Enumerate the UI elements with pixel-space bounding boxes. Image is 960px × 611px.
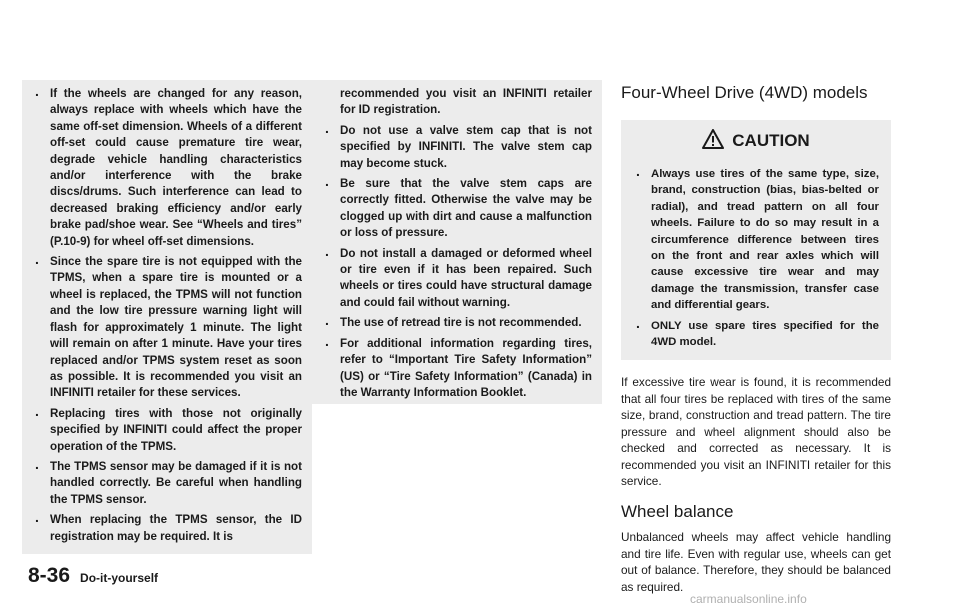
list-item: . Since the spare tire is not equipped with the TPMS, when a spare tire is mounted or a wheel is replaced, the TPMS will not function and the low tire pressure warning light will flash for approximately 1 minute. The light will remain on after 1 minute. Have your tires replaced and/or TPMS system reset as soon as possible. It is recommended you visit an INFINITI retailer for these services.: [32, 254, 302, 402]
middle-bullet-list: [322, 86, 592, 401]
wheel-balance-paragraph: Unbalanced wheels may affect vehicle handling and tire life. Even with regular use, wheels can get out of balance. Therefore, they should be balanced as required.: [621, 530, 891, 594]
middle-warning-column: [312, 80, 602, 404]
watermark: carmanualsonline.info: [690, 592, 807, 606]
warning-triangle-icon: [702, 129, 724, 154]
list-item: . Always use tires of the same type, size, brand, construction (bias, bias-belted or radial), and tread pattern on all four wheels. Failure to do so may result in a circumference difference between tires on the front and rear axles which will cause excessive tire wear and may damage the transmission, transfer case and differential gears.: [633, 166, 879, 314]
fwd-paragraph: If excessive tire wear is found, it is recommended that all four tires be replaced with tires of the same size, brand, construction and tread pattern. The tire pressure and wheel alignment should also be checked and corrected as necessary. It is recommended you visit an INFINITI retailer for this service.: [621, 375, 891, 488]
fwd-heading: Four-Wheel Drive (4WD) models: [621, 83, 868, 102]
list-item: . If the wheels are changed for any reason, always replace with wheels which have the same off-set dimension. Wheels of a different off-set could cause premature tire wear, degrade vehicle handling characteristics and/or interference with the brake discs/drums. Such interference can lead to decreased braking efficiency and/or early brake pad/shoe wear. See “Wheels and tires” (P.10-9) for wheel off-set dimensions.: [32, 86, 302, 250]
list-item: . ONLY use spare tires specified for the 4WD model.: [633, 318, 879, 351]
page-footer: [28, 564, 158, 588]
list-item: . Be sure that the valve stem caps are correctly fitted. Otherwise the valve may be clogged up with dirt and cause a malfunction or loss of pressure.: [322, 176, 592, 242]
list-item: . The use of retread tire is not recommended.: [322, 315, 592, 331]
page-number: 8-36: [28, 564, 71, 587]
section-name: Do-it-yourself: [80, 571, 159, 585]
list-item: . Replacing tires with those not originally specified by INFINITI could affect the proper operation of the TPMS.: [32, 406, 302, 455]
caution-header: [633, 128, 879, 154]
caution-bullet-list: [633, 166, 879, 350]
list-item: . When replacing the TPMS sensor, the ID registration may be required. It is: [32, 512, 302, 545]
list-item: . Do not install a damaged or deformed wheel or tire even if it has been repaired. Such wheels or tires could have structural damage and could fail without warning.: [322, 246, 592, 312]
list-item: . The TPMS sensor may be damaged if it is not handled correctly. Be careful when handling the TPMS sensor.: [32, 459, 302, 508]
left-bullet-list: [32, 86, 302, 545]
wheel-balance-heading: Wheel balance: [621, 502, 734, 522]
list-item: . Do not use a valve stem cap that is not specified by INFINITI. The valve stem cap may become stuck.: [322, 123, 592, 172]
caution-label: CAUTION: [732, 131, 810, 150]
caution-box: [621, 120, 891, 360]
left-warning-column: [22, 80, 312, 554]
list-item: . For additional information regarding tires, refer to “Important Tire Safety Information” (US) or “Tire Safety Information” (Canada) in the Warranty Information Booklet.: [322, 336, 592, 402]
list-item-continuation: recommended you visit an INFINITI retailer for ID registration.: [340, 87, 592, 117]
right-column: [621, 82, 891, 595]
